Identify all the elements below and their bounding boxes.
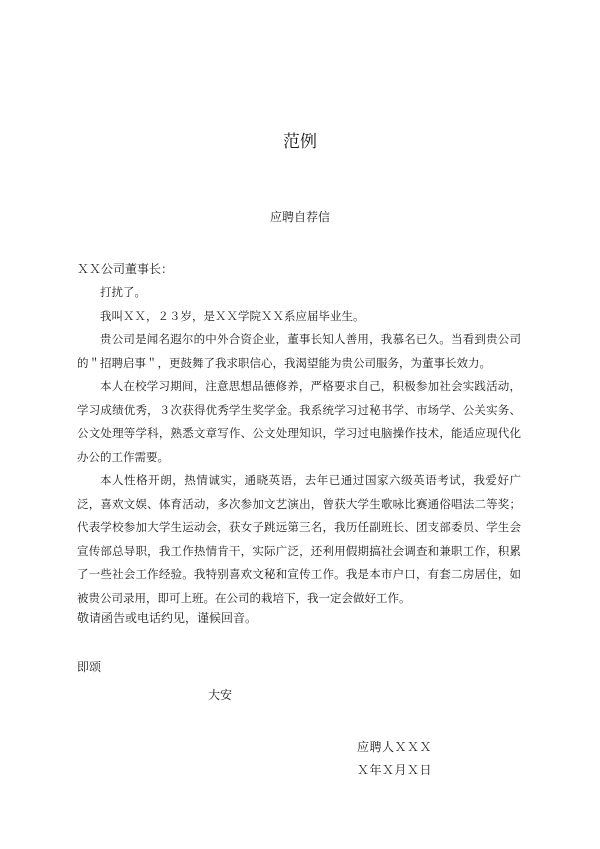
body-paragraph: 本人在校学习期间，注意思想品德修养，严格要求自己，积极参加社会实践活动，学习成绩优秀，３次获得优秀学生奖学金。我系统学习过秘书学、市场学、公关实务、公文处理等学科，熟悉文章写作、公文处理知识，学习过电脑操作技术，能适应现代化办公的工作需要。	[77, 379, 521, 464]
letter-title: 应聘自荐信	[269, 210, 330, 224]
body-paragraph: 贵公司是闻名遐尔的中外合资企业，董事长知人善用，我慕名已久。当看到贵公司的＂招聘启事＂，更鼓舞了我求职信心，我渴望能为贵公司服务，为董事长效力。	[77, 332, 521, 370]
letter-date: Ｘ年Ｘ月Ｘ日	[357, 763, 433, 777]
wish-phrase: 大安	[208, 688, 233, 702]
body-paragraph: 本人性格开朗，热情诚实，通晓英语，去年已通过国家六级英语考试，我爱好广泛，喜欢文娱、体育活动，多次参加文艺演出，曾获大学生歌咏比赛通俗唱法二等奖；代表学校参加大学生运动会，获女子跳远第三名，我历任副班长、团支部委员、学生会宣传部总导职，我工作热情肯干，实际广泛，还利用假期搞社会调查和兼职工作，积累了一些社会工作经验。我特别喜欢文秘和宣传工作。我是本市户口，有套二房居住，如被贵公司录用，即可上班。在公司的栽培下，我一定会做好工作。	[77, 473, 521, 605]
body-paragraph: 打扰了。	[100, 285, 146, 299]
body-paragraph: 我叫ＸＸ，２３岁，是ＸＸ学院ＸＸ系应届毕业生。	[100, 308, 365, 323]
respect-phrase: 即颂	[77, 660, 102, 674]
page-title: 范例	[283, 132, 317, 152]
closing-line: 敬请函告或电话约见，谨候回音。	[77, 611, 258, 625]
letter-body	[77, 281, 521, 610]
salutation: ＸＸ公司董事长：	[77, 262, 174, 276]
signer-name: 应聘人ＸＸＸ	[357, 740, 433, 754]
